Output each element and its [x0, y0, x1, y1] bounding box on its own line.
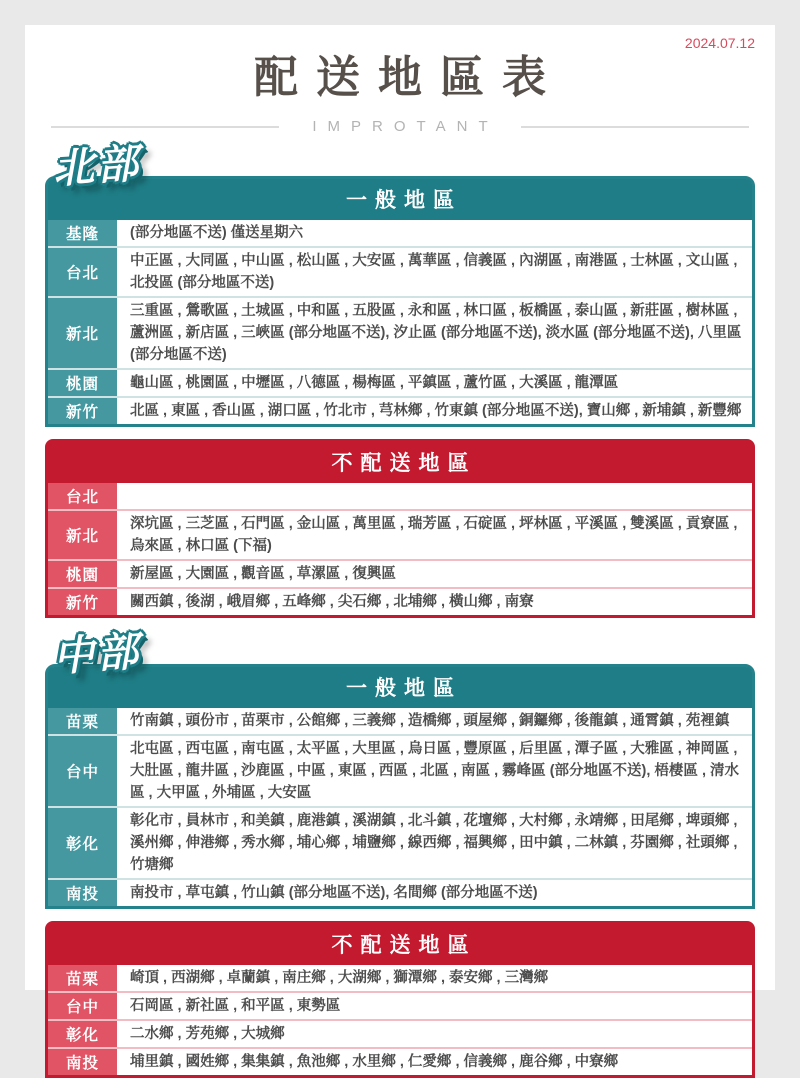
- region-districts: 關西鎮 , 後湖 , 峨眉鄉 , 五峰鄉 , 尖石鄉 , 北埔鄉 , 橫山鄉 , 南寮: [130, 593, 534, 610]
- table-row: [48, 991, 752, 1019]
- region-districts: 南投市 , 草屯鎮 , 竹山鎮 (部分地區不送), 名間鄉 (部分地區不送): [130, 884, 538, 901]
- region-label: 桃園: [48, 370, 120, 396]
- region-districts: 崎頂 , 西湖鄉 , 卓蘭鎮 , 南庄鄉 , 大湖鄉 , 獅潭鄉 , 泰安鄉 , 三灣鄉: [130, 969, 549, 986]
- region-districts: [120, 483, 752, 509]
- subtitle-text: IMPROTANT: [312, 118, 499, 136]
- page-title: 配送地區表: [254, 53, 564, 102]
- region-districts: 北區 , 東區 , 香山區 , 湖口區 , 竹北市 , 芎林鄉 , 竹東鎮 (部分地區不送), 寶山鄉 , 新埔鎮 , 新豐鄉: [130, 402, 742, 419]
- section-badge-north: 北部: [51, 139, 143, 192]
- region-districts: 深坑區 , 三芝區 , 石門區 , 金山區 , 萬里區 , 瑞芳區 , 石碇區 , 坪林區 , 平溪區 , 雙溪區 , 貢寮區 , 烏來區 , 林口區 (下福): [130, 515, 738, 554]
- region-districts: 彰化市 , 員林市 , 和美鎮 , 鹿港鎮 , 溪湖鎮 , 北斗鎮 , 花壇鄉 , 大村鄉 , 永靖鄉 , 田尾鄉 , 埤頭鄉 , 溪州鄉 , 伸港鄉 , 秀水鄉 , 埔心鄉 , 埔鹽鄉 , 線西鄉 , 福興鄉 , 田中鎮 , 二林鎮 , 芬園鄉 , 社頭鄉 , 竹塘鄉: [130, 812, 738, 873]
- central-excluded-table: [45, 921, 755, 1078]
- divider-line-left: [51, 126, 279, 128]
- subtitle-divider: [51, 118, 749, 136]
- region-label: 彰化: [48, 1021, 120, 1047]
- region-label: 新北: [48, 298, 120, 368]
- table-row: [48, 396, 752, 424]
- content-card: [25, 25, 775, 1072]
- region-districts: 中正區 , 大同區 , 中山區 , 松山區 , 大安區 , 萬華區 , 信義區 , 內湖區 , 南港區 , 士林區 , 文山區 , 北投區 (部分地區不送): [130, 252, 738, 291]
- region-label: 桃園: [48, 561, 120, 587]
- region-districts: 埔里鎮 , 國姓鄉 , 集集鎮 , 魚池鄉 , 水里鄉 , 仁愛鄉 , 信義鄉 , 鹿谷鄉 , 中寮鄉: [130, 1053, 619, 1070]
- section-central: [45, 627, 755, 1078]
- table-row: [48, 246, 752, 296]
- region-label: 彰化: [48, 808, 120, 878]
- region-districts: 二水鄉 , 芳苑鄉 , 大城鄉: [130, 1025, 285, 1042]
- section-north: [45, 139, 755, 618]
- region-districts: 龜山區 , 桃園區 , 中壢區 , 八德區 , 楊梅區 , 平鎮區 , 蘆竹區 , 大溪區 , 龍潭區: [130, 374, 619, 391]
- table-row: [48, 734, 752, 806]
- divider-line-right: [521, 126, 749, 128]
- region-label: 新北: [48, 511, 120, 559]
- general-area-header: 一般地區: [48, 179, 752, 220]
- region-label: 新竹: [48, 398, 120, 424]
- table-row: [48, 965, 752, 991]
- region-label: 新竹: [48, 589, 120, 615]
- table-row: [48, 220, 752, 246]
- region-districts: 三重區 , 鶯歌區 , 土城區 , 中和區 , 五股區 , 永和區 , 林口區 , 板橋區 , 泰山區 , 新莊區 , 樹林區 , 蘆洲區 , 新店區 , 三峽區 (部分地區不送), 汐止區 (部分地區不送), 淡水區 (部分地區不送), 八里區 (部分地區不送): [130, 302, 742, 363]
- north-general-table: [45, 176, 755, 427]
- table-row: [48, 559, 752, 587]
- region-label: 台北: [48, 483, 120, 509]
- table-row: [48, 509, 752, 559]
- region-districts: 北屯區 , 西屯區 , 南屯區 , 太平區 , 大里區 , 烏日區 , 豐原區 , 后里區 , 潭子區 , 大雅區 , 神岡區 , 大肚區 , 龍井區 , 沙鹿區 , 中區 , 東區 , 西區 , 北區 , 南區 , 霧峰區 (部分地區不送), 梧棲區 , 清水區 , 大甲區 , 外埔區 , 大安區: [130, 740, 740, 801]
- region-districts: 竹南鎮 , 頭份市 , 苗栗市 , 公館鄉 , 三義鄉 , 造橋鄉 , 頭屋鄉 , 銅鑼鄉 , 後龍鎮 , 通霄鎮 , 苑裡鎮: [130, 712, 730, 729]
- region-label: 苗栗: [48, 965, 120, 991]
- central-general-table: [45, 664, 755, 909]
- region-label: 台北: [48, 248, 120, 296]
- north-excluded-table: [45, 439, 755, 618]
- table-row: [48, 483, 752, 509]
- region-label: 基隆: [48, 220, 120, 246]
- date-stamp: 2024.07.12: [684, 35, 755, 51]
- table-row: [48, 1047, 752, 1075]
- general-area-header: 一般地區: [48, 667, 752, 708]
- region-districts: 石岡區 , 新社區 , 和平區 , 東勢區: [130, 997, 341, 1014]
- table-row: [48, 806, 752, 878]
- region-label: 台中: [48, 736, 120, 806]
- table-row: [48, 587, 752, 615]
- section-badge-central: 中部: [51, 627, 143, 680]
- region-label: 南投: [48, 880, 120, 906]
- table-row: [48, 878, 752, 906]
- table-row: [48, 368, 752, 396]
- no-delivery-header: 不配送地區: [48, 442, 752, 483]
- no-delivery-header: 不配送地區: [48, 924, 752, 965]
- region-label: 苗栗: [48, 708, 120, 734]
- region-label: 南投: [48, 1049, 120, 1075]
- region-districts: 新屋區 , 大園區 , 觀音區 , 草漯區 , 復興區: [130, 565, 396, 582]
- region-label: 台中: [48, 993, 120, 1019]
- table-row: [48, 708, 752, 734]
- table-row: [48, 1019, 752, 1047]
- table-row: [48, 296, 752, 368]
- region-districts: (部分地區不送) 僅送星期六: [130, 224, 304, 241]
